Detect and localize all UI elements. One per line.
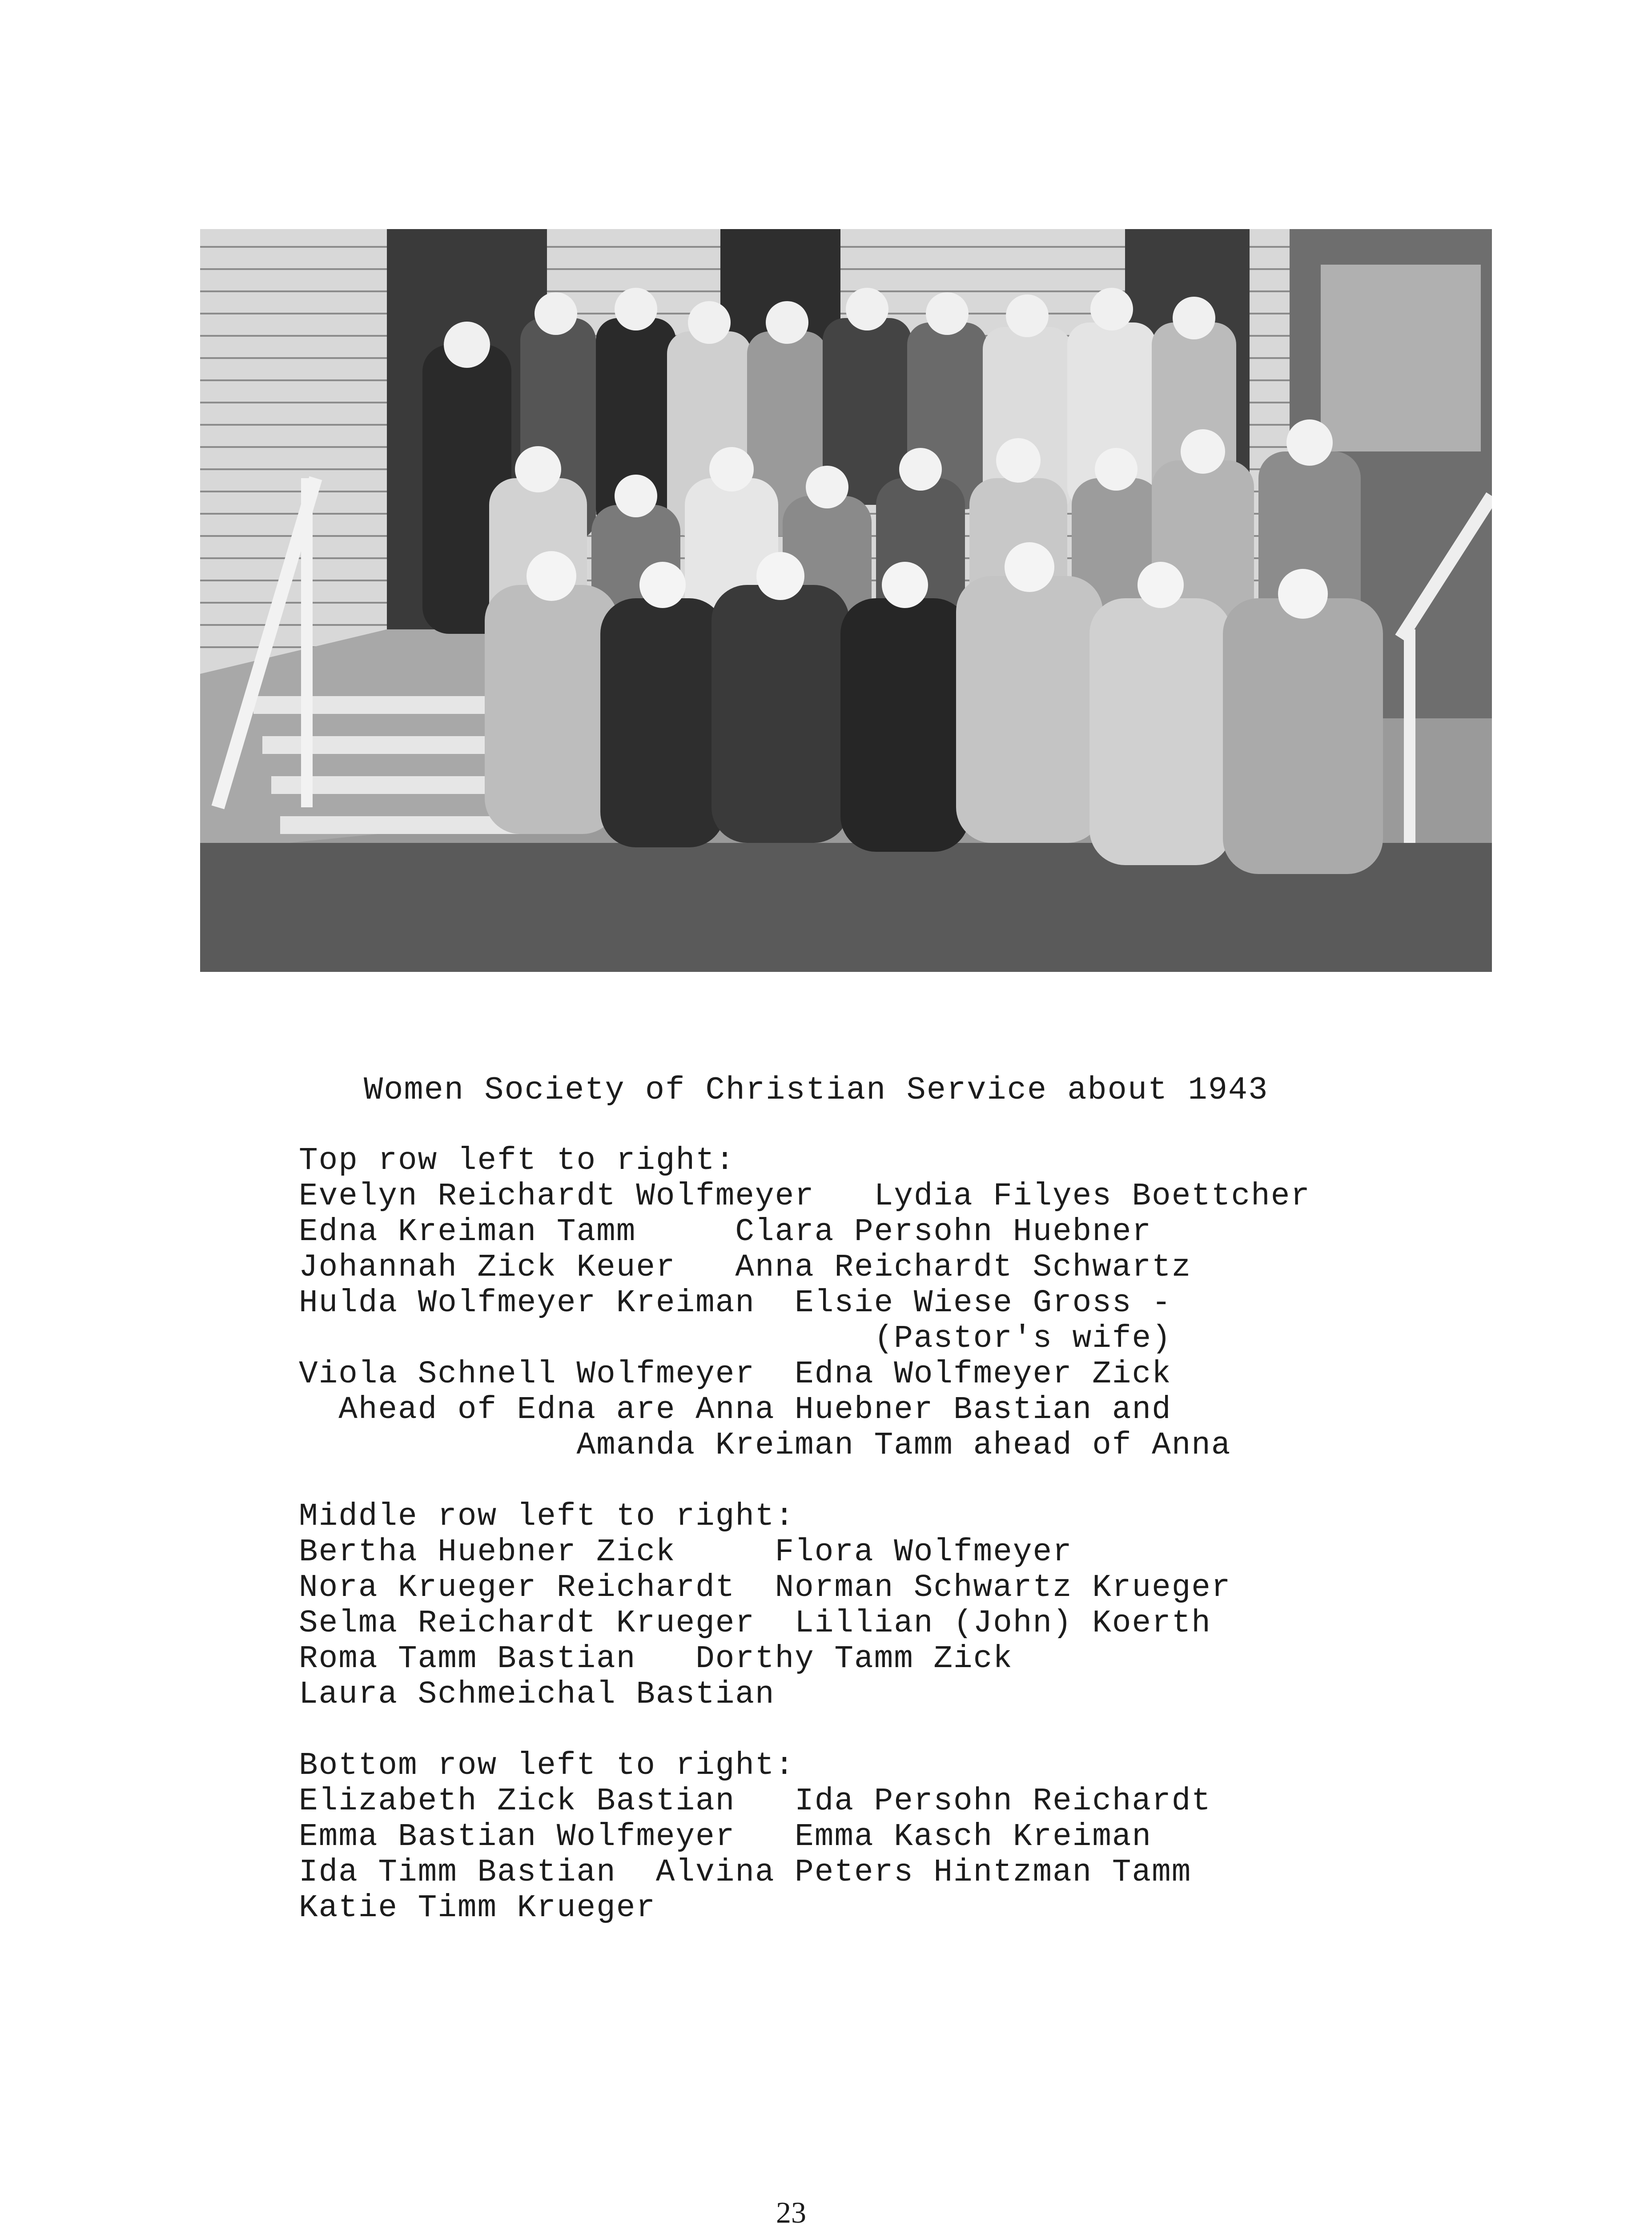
list-line: Emma Bastian Wolfmeyer Emma Kasch Kreiman [299, 1819, 1152, 1855]
list-line: Katie Timm Krueger [299, 1890, 656, 1926]
list-line: Bertha Huebner Zick Flora Wolfmeyer [299, 1535, 1073, 1570]
photo-caption: Women Society of Christian Service about 1943 [364, 1072, 1269, 1108]
names-listing [299, 1143, 1544, 1944]
list-line: Edna Kreiman Tamm Clara Persohn Huebner [299, 1214, 1152, 1250]
list-line: Hulda Wolfmeyer Kreiman Elsie Wiese Gross - [299, 1285, 1172, 1321]
list-line: Viola Schnell Wolfmeyer Edna Wolfmeyer Zick [299, 1357, 1172, 1392]
page-number: 23 [776, 2196, 806, 2224]
list-line: Nora Krueger Reichardt Norman Schwartz Krueger [299, 1570, 1231, 1606]
list-line: Laura Schmeichal Bastian [299, 1677, 775, 1712]
top-row-heading: Top row left to right: [299, 1143, 736, 1179]
list-line: Selma Reichardt Krueger Lillian (John) Koerth [299, 1606, 1211, 1641]
list-line: Amanda Kreiman Tamm ahead of Anna [299, 1428, 1231, 1463]
bottom-row-heading: Bottom row left to right: [299, 1748, 795, 1784]
list-line: Roma Tamm Bastian Dorthy Tamm Zick [299, 1641, 1013, 1677]
list-line: Ida Timm Bastian Alvina Peters Hintzman Tamm [299, 1855, 1192, 1890]
list-line: Evelyn Reichardt Wolfmeyer Lydia Filyes Boettcher [299, 1179, 1310, 1214]
middle-row-heading: Middle row left to right: [299, 1499, 795, 1535]
list-line: Ahead of Edna are Anna Huebner Bastian and [299, 1392, 1172, 1428]
list-line: Johannah Zick Keuer Anna Reichardt Schwartz [299, 1250, 1192, 1285]
list-line: Elizabeth Zick Bastian Ida Persohn Reichardt [299, 1784, 1211, 1819]
list-line: (Pastor's wife) [299, 1321, 1172, 1357]
group-photograph [200, 229, 1492, 972]
